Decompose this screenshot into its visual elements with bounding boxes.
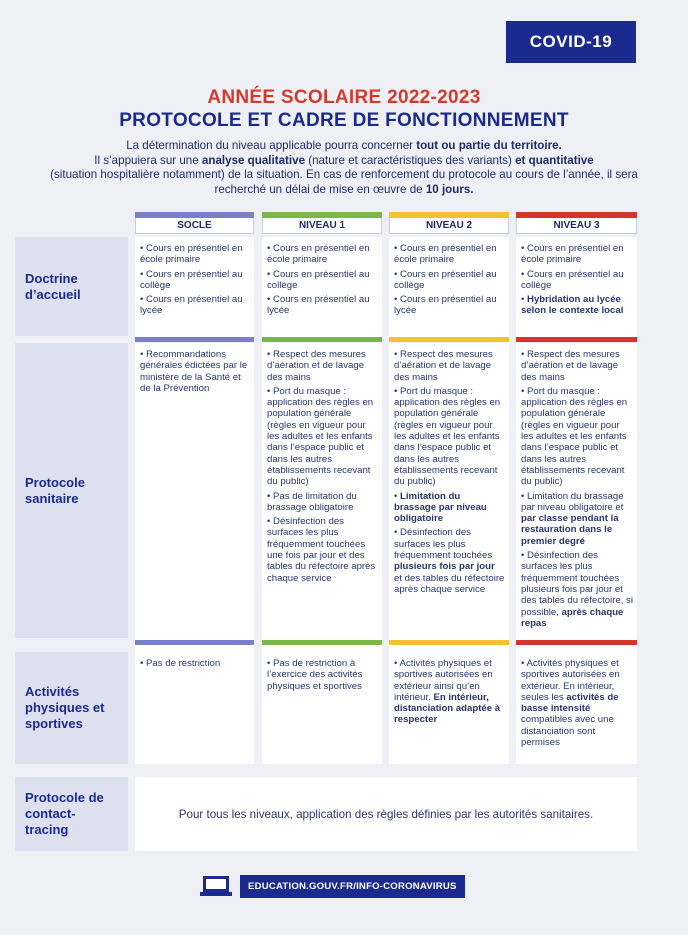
list-item: • Cours en présentiel au lycée [267, 294, 378, 317]
cell-doctrine-niveau-3 [516, 237, 637, 342]
list-item: • Désinfection des surfaces les plus fréquemment touchées une fois par jour et des tables du réfectoire après chaque service [267, 516, 378, 584]
cell-color-bar [389, 337, 509, 342]
list-item: • Cours en présentiel en école primaire [140, 243, 250, 266]
list-item: • Désinfection des surfaces les plus fréquemment touchées plusieurs fois par jour et des tables du réfectoire, si possible, après chaque repas [521, 550, 633, 629]
column-label: NIVEAU 1 [298, 219, 346, 231]
cell-activites-niveau-3 [516, 645, 637, 764]
column-header-niveau-2 [389, 212, 509, 234]
laptop-icon [200, 875, 232, 897]
cell-doctrine-socle [135, 237, 254, 342]
covid-badge: COVID-19 [506, 21, 636, 63]
cell-protocole-niveau-1 [262, 343, 382, 645]
list-item: • Désinfection des surfaces les plus fréquemment touchées plusieurs fois par jour et des tables du réfectoire après chaque service [394, 527, 505, 595]
column-label: SOCLE [177, 219, 212, 231]
row-label-doctrine: Doctrine d’accueil [15, 237, 128, 336]
list-item: • Cours en présentiel au collège [140, 269, 250, 292]
list-item: • Activités physiques et sportives autorisées en extérieur. En intérieur, seules les activités de basse intensité compatibles avec une distanciation sont permises [521, 658, 633, 748]
cell-color-bar [262, 337, 382, 342]
cell-activites-niveau-1 [262, 645, 382, 764]
contact-tracing-text: Pour tous les niveaux, application des règles définies par les autorités sanitaires. [135, 777, 637, 851]
cell-activites-socle [135, 645, 254, 764]
cell-doctrine-niveau-1 [262, 237, 382, 342]
list-item: • Respect des mesures d’aération et de lavage des mains [267, 349, 378, 383]
list-item: • Cours en présentiel en école primaire [267, 243, 378, 266]
column-color-bar [135, 212, 254, 218]
list-item: • Pas de restriction [140, 658, 250, 669]
column-header-socle [135, 212, 254, 234]
list-item: • Limitation du brassage par niveau obligatoire et par classe pendant la restauration dans le premier degré [521, 491, 633, 547]
website-link[interactable]: EDUCATION.GOUV.FR/INFO-CORONAVIRUS [240, 875, 465, 898]
list-item: • Port du masque : application des règles en population générale (règles en vigueur pour les adultes et les enfants dans l’espace public et dans les autres établissements recevant du public) [394, 386, 505, 488]
cell-color-bar [516, 337, 637, 342]
list-item: • Cours en présentiel en école primaire [394, 243, 505, 266]
footer [200, 874, 465, 898]
page-title-year: ANNÉE SCOLAIRE 2022-2023 [207, 87, 481, 108]
cell-color-bar [135, 337, 254, 342]
row-label-activites: Activités physiques et sportives [15, 652, 128, 764]
cell-protocole-niveau-2 [389, 343, 509, 645]
row-label-contact-tracing: Protocole de contact-tracing [15, 777, 128, 851]
list-item: • Cours en présentiel au collège [394, 269, 505, 292]
list-item: • Recommandations générales édictées par le ministère de la Santé et de la Prévention [140, 349, 250, 394]
cell-activites-niveau-2 [389, 645, 509, 764]
page-title: PROTOCOLE ET CADRE DE FONCTIONNEMENT [119, 110, 569, 131]
list-item: • Port du masque : application des règles en population générale (règles en vigueur pour les adultes et les enfants dans l’espace public et dans les autres établissements recevant du public) [267, 386, 378, 488]
column-label: NIVEAU 3 [553, 219, 600, 231]
list-item: • Cours en présentiel en école primaire [521, 243, 633, 266]
list-item: • Cours en présentiel au collège [521, 269, 633, 292]
list-item: • Cours en présentiel au lycée [394, 294, 505, 317]
list-item: • Respect des mesures d’aération et de lavage des mains [521, 349, 633, 383]
list-item: • Cours en présentiel au collège [267, 269, 378, 292]
cell-doctrine-niveau-2 [389, 237, 509, 342]
list-item: • Limitation du brassage par niveau obligatoire [394, 491, 505, 525]
list-item: • Activités physiques et sportives autorisées en extérieur ainsi qu’en intérieur. En intérieur, distanciation adaptée à respecter [394, 658, 505, 726]
list-item: • Port du masque : application des règles en population générale (règles en vigueur pour les adultes et les enfants dans l’espace public et dans les autres établissements recevant du public) [521, 386, 633, 488]
list-item: • Pas de restriction à l’exercice des activités physiques et sportives [267, 658, 378, 692]
list-item: • Hybridation au lycée selon le contexte local [521, 294, 633, 317]
cell-protocole-socle [135, 343, 254, 645]
column-color-bar [389, 212, 509, 218]
column-header-niveau-1 [262, 212, 382, 234]
column-header-niveau-3 [516, 212, 637, 234]
column-label: NIVEAU 2 [425, 219, 473, 231]
list-item: • Pas de limitation du brassage obligatoire [267, 491, 378, 514]
column-color-bar [516, 212, 637, 218]
list-item: • Respect des mesures d’aération et de lavage des mains [394, 349, 505, 383]
list-item: • Cours en présentiel au lycée [140, 294, 250, 317]
intro-text: La détermination du niveau applicable pourra concerner tout ou partie du territoire. Il s’appuiera sur une analyse qualitative (nature et caractéristiques des variants) et quantitative (situation hospitalière notamment) de la situation. En cas de renforcement du protocole au cours de l’année, il sera recherché un délai de mise en œuvre de 10 jours. [50, 139, 638, 196]
cell-protocole-niveau-3 [516, 343, 637, 645]
row-label-protocole: Protocole sanitaire [15, 343, 128, 638]
column-color-bar [262, 212, 382, 218]
